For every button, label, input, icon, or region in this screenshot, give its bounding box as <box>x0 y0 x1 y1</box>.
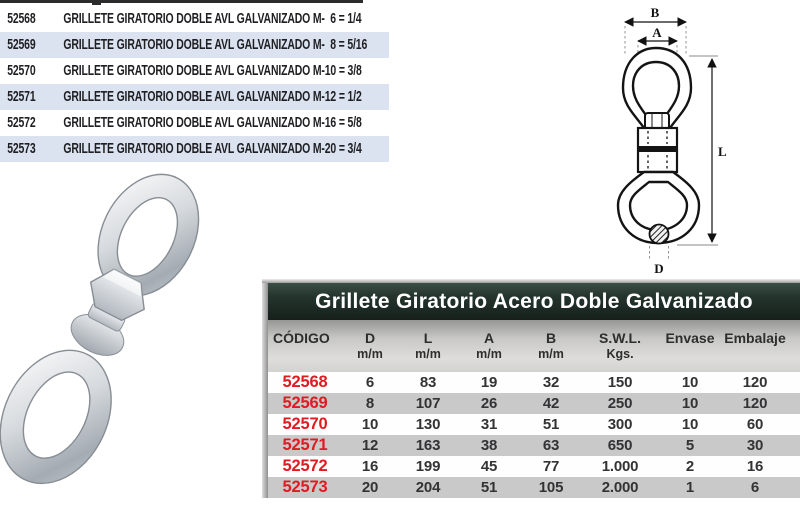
table-row <box>268 435 800 456</box>
table-row <box>268 393 800 414</box>
cell-embalaje: 60 <box>746 416 764 433</box>
cell-embalaje: 120 <box>742 374 768 391</box>
table-title: Grillete Giratorio Acero Doble Galvanizado <box>268 283 800 320</box>
top-rule-tick <box>92 0 101 5</box>
dim-label-l: L <box>718 144 727 159</box>
col-header-b: B m/m <box>538 330 564 361</box>
product-size: M- 8 = 5/16 <box>312 37 368 53</box>
product-code: 52572 <box>7 115 36 131</box>
cell-b: 63 <box>542 437 560 454</box>
cell-envase: 1 <box>685 479 695 496</box>
list-item <box>0 136 389 162</box>
product-size: M-12 = 1/2 <box>312 89 362 105</box>
product-code: 52568 <box>7 11 36 27</box>
cell-l: 83 <box>419 374 437 391</box>
cell-swl: 1.000 <box>601 458 639 475</box>
product-code: 52569 <box>7 37 36 53</box>
list-item <box>0 110 389 136</box>
col-header-d: D m/m <box>357 330 383 361</box>
top-rule <box>0 0 363 3</box>
col-header-embalaje: Embalaje <box>724 330 786 346</box>
product-size: M- 6 = 1/4 <box>312 11 362 27</box>
row-code: 52571 <box>282 436 328 454</box>
table-row <box>268 477 800 498</box>
photo-bottom-eye <box>0 331 133 502</box>
cell-embalaje: 30 <box>746 437 764 454</box>
product-name: GRILLETE GIRATORIO DOBLE AVL GALVANIZADO <box>63 37 311 53</box>
table-header-row <box>268 320 800 372</box>
cell-d: 10 <box>361 416 379 433</box>
cell-a: 45 <box>480 458 498 475</box>
cell-a: 26 <box>480 395 498 412</box>
cell-envase: 10 <box>681 374 699 391</box>
cell-b: 32 <box>542 374 560 391</box>
product-name: GRILLETE GIRATORIO DOBLE AVL GALVANIZADO <box>63 11 311 27</box>
col-header-codigo: CÓDIGO <box>273 330 330 346</box>
cell-swl: 2.000 <box>601 479 639 496</box>
cell-envase: 5 <box>685 437 695 454</box>
product-size: M-10 = 3/8 <box>312 63 362 79</box>
spec-table <box>268 283 800 498</box>
product-size: M-16 = 5/8 <box>312 115 362 131</box>
row-code: 52573 <box>282 478 328 496</box>
cell-b: 42 <box>542 395 560 412</box>
product-size: M-20 = 3/4 <box>312 141 362 157</box>
product-code: 52570 <box>7 63 36 79</box>
table-row <box>268 414 800 435</box>
product-name: GRILLETE GIRATORIO DOBLE AVL GALVANIZADO <box>63 115 311 131</box>
table-row <box>268 372 800 393</box>
cell-envase: 10 <box>681 416 699 433</box>
cell-a: 19 <box>480 374 498 391</box>
list-item <box>0 58 389 84</box>
product-code: 52573 <box>7 141 36 157</box>
row-code: 52569 <box>282 394 328 412</box>
row-code: 52568 <box>282 373 328 391</box>
cell-d: 12 <box>361 437 379 454</box>
col-header-l: L m/m <box>415 330 441 361</box>
diagram-bar-section <box>650 225 669 244</box>
dim-label-b: B <box>650 5 660 20</box>
cell-l: 199 <box>415 458 441 475</box>
cell-d: 16 <box>361 458 379 475</box>
cell-b: 77 <box>542 458 560 475</box>
dim-label-d: D <box>654 261 664 276</box>
cell-a: 38 <box>480 437 498 454</box>
table-row <box>268 456 800 477</box>
list-item <box>0 32 389 58</box>
cell-embalaje: 120 <box>742 395 768 412</box>
product-name: GRILLETE GIRATORIO DOBLE AVL GALVANIZADO <box>63 63 311 79</box>
list-item <box>0 84 389 110</box>
product-name: GRILLETE GIRATORIO DOBLE AVL GALVANIZADO <box>63 89 311 105</box>
cell-b: 51 <box>542 416 560 433</box>
cell-l: 163 <box>415 437 441 454</box>
list-item <box>0 6 389 32</box>
cell-swl: 250 <box>607 395 633 412</box>
diagram-nut <box>645 113 669 129</box>
cell-envase: 2 <box>685 458 695 475</box>
dim-label-a: A <box>652 25 662 40</box>
cell-swl: 650 <box>607 437 633 454</box>
cell-b: 105 <box>538 479 564 496</box>
cell-a: 31 <box>480 416 498 433</box>
cell-swl: 300 <box>607 416 633 433</box>
product-code: 52571 <box>7 89 36 105</box>
col-header-envase: Envase <box>665 330 715 346</box>
cell-d: 6 <box>365 374 375 391</box>
cell-l: 130 <box>415 416 441 433</box>
row-code: 52570 <box>282 415 328 433</box>
cell-envase: 10 <box>681 395 699 412</box>
col-header-a: A m/m <box>476 330 502 361</box>
cell-d: 8 <box>365 395 375 412</box>
cell-l: 107 <box>415 395 441 412</box>
cell-embalaje: 6 <box>750 479 760 496</box>
cell-embalaje: 16 <box>746 458 764 475</box>
product-name: GRILLETE GIRATORIO DOBLE AVL GALVANIZADO <box>63 141 311 157</box>
col-header-swl: S.W.L. Kgs. <box>599 330 641 361</box>
cell-l: 204 <box>415 479 441 496</box>
cell-d: 20 <box>361 479 379 496</box>
dimension-diagram <box>585 2 745 278</box>
cell-swl: 150 <box>607 374 633 391</box>
product-photo <box>0 160 245 507</box>
row-code: 52572 <box>282 457 328 475</box>
cell-a: 51 <box>480 479 498 496</box>
